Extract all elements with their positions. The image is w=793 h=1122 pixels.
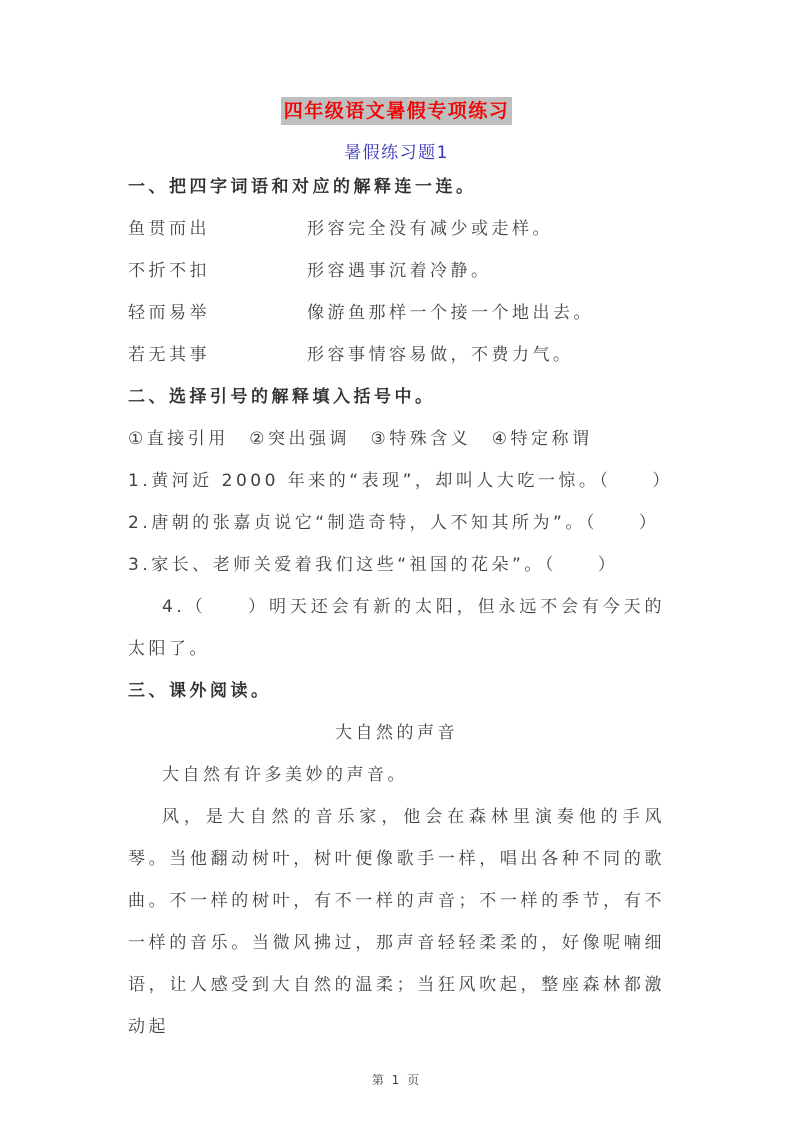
question-item: 2.唐朝的张嘉贞说它“制造奇特，人不知其所为”。（ ） [128,513,660,533]
match-word: 轻而易举 [128,303,210,323]
match-definition: 形容完全没有减少或走样。 [307,219,553,239]
section1-heading: 一、把四字词语和对应的解释连一连。 [128,177,477,197]
section3-heading: 三、课外阅读。 [128,681,272,701]
page-title [0,0,793,123]
question-item: 4.（ ）明天还会有新的太阳，但永远不会有今天的太阳了。 [128,597,665,659]
match-row [128,292,665,334]
match-word: 鱼贯而出 [128,219,210,239]
section2-options: ①直接引用 ②突出强调 ③特殊含义 ④特定称谓 [128,429,593,449]
match-definition: 形容遇事沉着冷静。 [307,261,492,281]
match-word: 不折不扣 [128,261,210,281]
match-row [128,250,665,292]
passage-title: 大自然的声音 [335,723,458,743]
match-word: 若无其事 [128,345,210,365]
section2-heading: 二、选择引号的解释填入括号中。 [128,387,436,407]
match-definition: 形容事情容易做，不费力气。 [307,345,574,365]
question-item: 1.黄河近 2000 年来的“表现”，却叫人大吃一惊。（ ） [128,471,673,491]
question-item: 3.家长、老师关爱着我们这些“祖国的花朵”。（ ） [128,555,619,575]
match-row [128,334,665,376]
passage-paragraph: 风，是大自然的音乐家，他会在森林里演奏他的手风琴。当他翻动树叶，树叶便像歌手一样，唱出各种不同的歌曲。不一样的树叶，有不一样的声音；不一样的季节，有不一样的音乐。当微风拂过，那声音轻轻柔柔的，好像呢喃细语，让人感受到大自然的温柔；当狂风吹起，整座森林都激动起 [128,807,665,1037]
page-subtitle: 暑假练习题1 [344,143,449,163]
worksheet-body [0,163,793,1048]
match-definition: 像游鱼那样一个接一个地出去。 [307,303,594,323]
match-row [128,208,665,250]
passage-paragraph: 大自然有许多美妙的声音。 [162,765,408,785]
page-title-text: 四年级语文暑假专项练习 [281,97,513,125]
page-footer: 第 1 页 [371,1073,422,1087]
